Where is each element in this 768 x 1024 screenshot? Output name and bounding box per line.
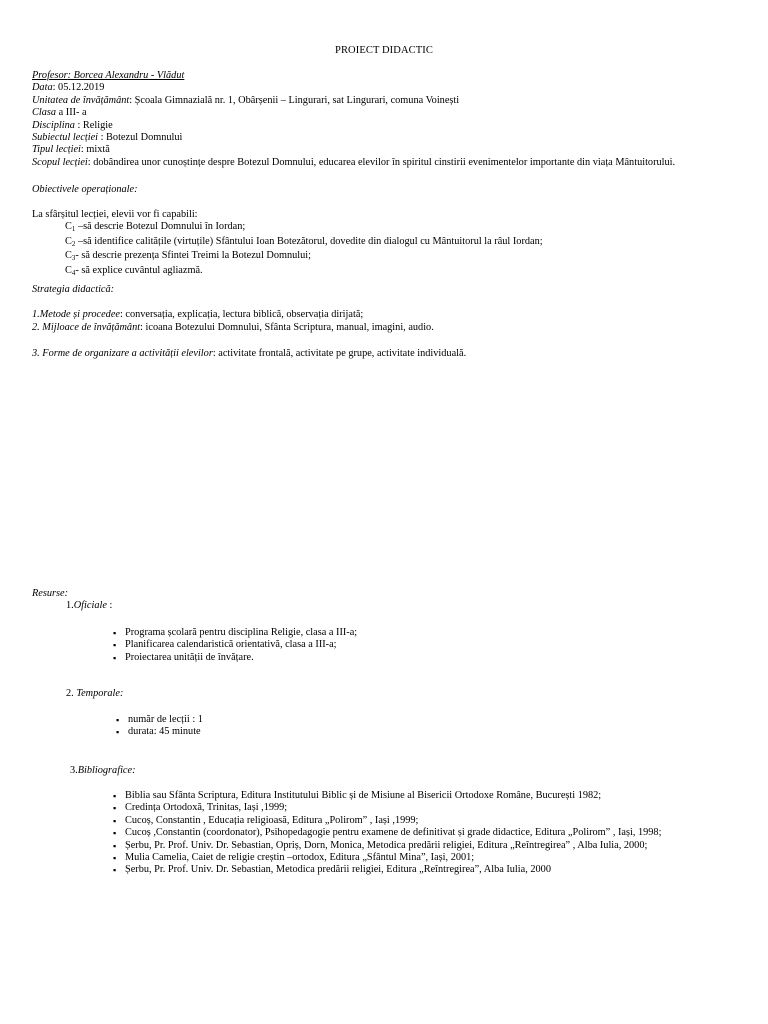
list-item: ▪ Programa școlară pentru disciplina Religie, clasa a III-a;: [113, 627, 357, 639]
field-value: : dobândirea unor cunoștințe despre Botezul Domnului, educarea elevilor în spiritul cinstirii evenimentelor importante din viața Mântuitorului.: [87, 156, 676, 168]
field-value: : Școala Gimnazială nr. 1, Obârșenii – Lingurari, sat Lingurari, comuna Voinești: [129, 94, 460, 106]
resources-biblio-list: [113, 790, 661, 877]
list-item: ▪ Șerbu, Pr. Prof. Univ. Dr. Sebastian, Metodica predării religiei, Editura „Reîntregirea”, Alba Iulia, 2000: [113, 864, 661, 876]
list-item: ▪ număr de lecții : 1: [116, 714, 203, 726]
methods-label: 1.Metode și procedee: [32, 309, 120, 320]
field-label: Clasa: [32, 107, 57, 119]
section-label: Temporale: [76, 688, 120, 699]
field-scopul: [32, 157, 752, 169]
objective-code: C: [65, 250, 72, 262]
list-item: ▪ durata: 45 minute: [116, 726, 203, 738]
resources-official-heading: [66, 600, 112, 612]
forms-label: 3. Forme de organizare a activității elevilor: [32, 348, 213, 359]
section-suffix: :: [106, 600, 113, 611]
field-unitatea: [32, 95, 752, 107]
means-value: : icoana Botezului Domnului, Sfânta Scriptura, manual, imagini, audio.: [140, 322, 434, 333]
strategy-means: [32, 322, 434, 334]
list-item: ▪ Biblia sau Sfânta Scriptura, Editura Institutului Biblic și de Misiune al Bisericii Ortodoxe Române, București 1982;: [113, 790, 661, 802]
section-num: 2.: [66, 688, 74, 699]
objective-text: –să descrie Botezul Domnului în Iordan;: [75, 221, 246, 233]
objective-item: [32, 236, 543, 250]
objective-num: 1: [71, 225, 76, 234]
objectives-heading-text: Obiectivele operaționale: [32, 184, 135, 195]
list-item: ▪ Credința Ortodoxă, Trinitas, Iași ,1999;: [113, 802, 661, 814]
field-value: : mixtă: [80, 144, 110, 156]
resources-heading: Resurse:: [32, 588, 69, 599]
field-value: a III- a: [56, 107, 87, 119]
field-label: Profesor: [32, 70, 68, 81]
objective-text: –să identifice calitățile (virtuțile) Sfântului Ioan Botezătorul, dovedite din dialogul cu Mântuitorul la râul Iordan;: [75, 235, 543, 247]
list-item: ▪ Planificarea calendaristică orientativă, clasa a III-a;: [113, 639, 357, 651]
objectives-heading: Obiectivele operaționale:: [32, 184, 138, 195]
objective-num: 3: [71, 254, 76, 263]
resources-heading-text: Resurse: [32, 588, 65, 599]
section-num: 3.: [70, 765, 78, 776]
objectives-section: [32, 209, 543, 279]
list-item: ▪ Proiectarea unității de învățare.: [113, 652, 357, 664]
objective-code: C: [65, 235, 72, 247]
objective-item: [32, 250, 543, 264]
list-item: ▪ Șerbu, Pr. Prof. Univ. Dr. Sebastian, Opriș, Dorn, Monica, Metodica predării religiei, Editura „Reîntregirea” , Alba Iulia, 2000;: [113, 840, 661, 852]
strategy-heading-text: Strategia didactică: [32, 284, 111, 295]
field-tipul: [32, 144, 752, 156]
field-profesor: [32, 70, 752, 82]
document-title: PROIECT DIDACTIC: [335, 45, 433, 56]
objective-num: 2: [71, 239, 76, 248]
list-item: ▪ Cucoș, Constantin , Educația religioasă, Editura „Polirom” , Iași ,1999;: [113, 815, 661, 827]
field-data: [32, 82, 752, 94]
field-label: Subiectul lecției: [32, 132, 99, 144]
field-value: : Botezul Domnului: [98, 132, 183, 144]
objective-item: [32, 221, 543, 235]
objectives-intro: La sfârșitul lecției, elevii vor fi capabili:: [32, 209, 198, 220]
objective-text: - să explice cuvântul agliazmă.: [75, 264, 203, 276]
resources-temporal-list: [116, 714, 203, 739]
field-label: Tipul lecției: [32, 144, 81, 156]
list-item: ▪ Mulia Camelia, Caiet de religie creștin –ortodox, Editura „Sfântul Mina”, Iași, 2001;: [113, 852, 661, 864]
field-value: : Borcea Alexandru - Vlădut: [67, 70, 185, 81]
strategy-forms: [32, 348, 466, 360]
resources-temporal-heading: 2. Temporale:: [66, 688, 124, 699]
field-label: Scopul lecției: [32, 156, 88, 168]
strategy-heading: Strategia didactică:: [32, 284, 115, 295]
objective-code: C: [65, 221, 72, 233]
objective-item: [32, 265, 543, 279]
section-label: Oficiale: [73, 600, 107, 611]
field-value: : Religie: [74, 119, 113, 131]
section-label: Bibliografice: [77, 765, 133, 776]
resources-biblio-heading: 3.Bibliografice:: [70, 765, 136, 776]
field-value: : 05.12.2019: [52, 82, 105, 94]
field-label: Data: [32, 82, 53, 94]
objective-code: C: [65, 264, 72, 276]
methods-value: : conversația, explicația, lectura biblică, observația dirijată;: [119, 309, 364, 320]
field-disciplina: [32, 120, 752, 132]
section-num: 1.: [66, 600, 74, 611]
forms-value: : activitate frontală, activitate pe grupe, activitate individuală.: [212, 348, 467, 359]
objective-text: - să descrie prezența Sfintei Treimi la Botezul Domnului;: [75, 250, 312, 262]
field-subiectul: [32, 132, 752, 144]
strategy-methods: [32, 309, 363, 321]
resources-official-list: [113, 627, 357, 664]
field-label: Unitatea de învățământ: [32, 94, 130, 106]
field-label: Disciplina: [32, 119, 75, 131]
field-clasa: [32, 107, 752, 119]
objective-num: 4: [71, 268, 76, 277]
list-item: ▪ Cucoș ,Constantin (coordonator), Psihopedagogie pentru examene de definitivat și grade didactice, Editura „Polirom” , Iași, 1998;: [113, 827, 661, 839]
header-fields: [32, 70, 752, 169]
means-label: 2. Mijloace de învățământ: [32, 322, 141, 333]
